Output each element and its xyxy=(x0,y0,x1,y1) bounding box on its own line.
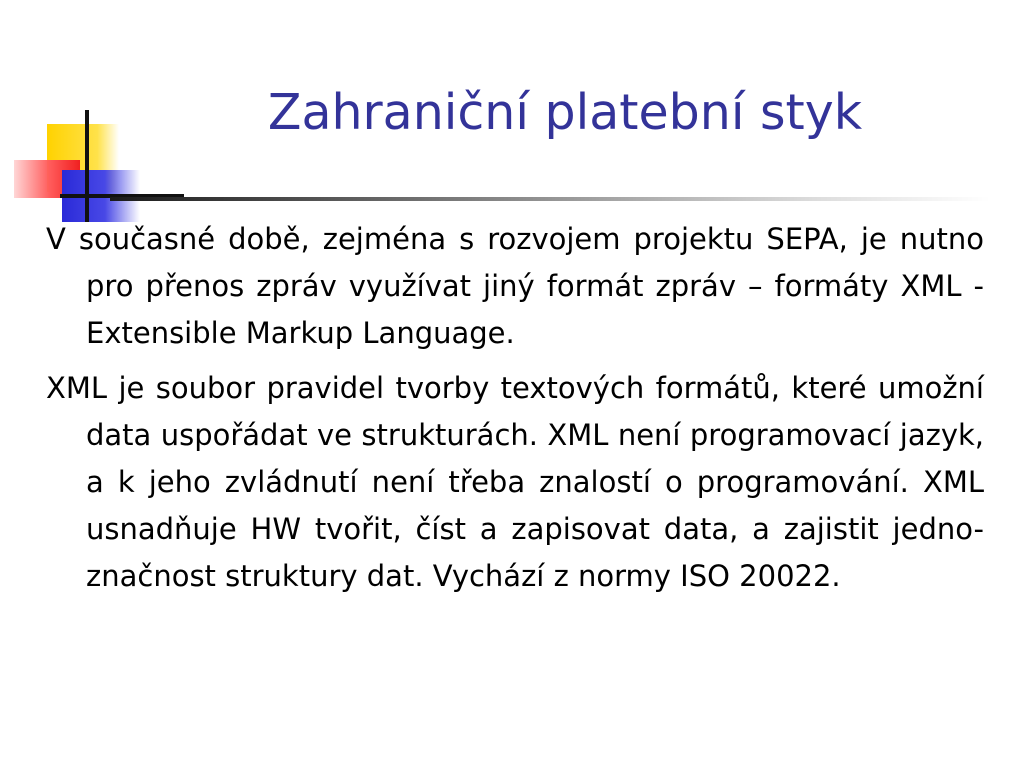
paragraph-2: XML je soubor pravidel tvorby textových formátů, které umožní data uspořádat ve strukturách. XML není programovací jazyk, a k jeho zvládnutí není třeba znalostí o programování. XML usnadňuje HW tvořit, číst a zapisovat data, a zajistit jedno-značnost struktury dat. Vychází z normy ISO 20022. xyxy=(46,371,984,593)
slide-title: Zahraniční platební styk xyxy=(267,84,863,141)
title-underline-rule xyxy=(110,197,990,201)
vertical-line xyxy=(85,110,89,222)
colored-squares-crosshair-icon xyxy=(0,0,160,240)
slide-body xyxy=(46,216,984,608)
paragraph-1: V současné době, zejména s rozvojem projektu SEPA, je nutno pro přenos zpráv využívat jiný formát zpráv – formáty XML - Extensible Markup Language. xyxy=(46,222,984,350)
